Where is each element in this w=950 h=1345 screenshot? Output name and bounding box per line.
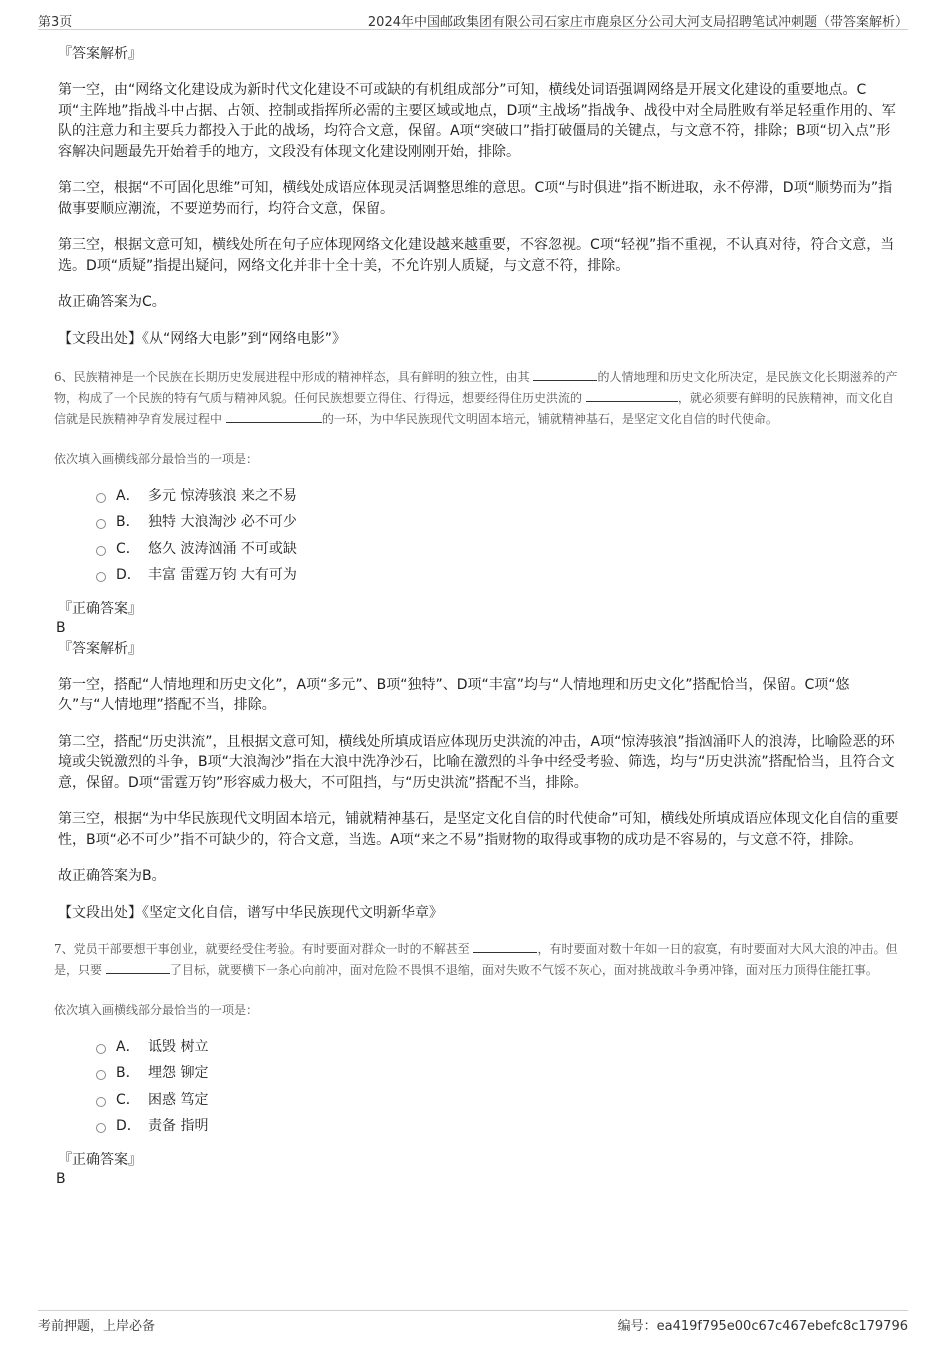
question-6-stem: 6、民族精神是一个民族在长期历史发展进程中形成的精神样态，具有鲜明的独立性，由其 的人情地理和历史文化所决定，是民族文化长期滋养的产物，构成了一个民族的特有气质与精神风貌。任何民族想要立得住、行得远，想要经得住历史洪流的 ，就必须要有鲜明的民族精神，而文化自信就是民族精神孕育发展过程中 的一环，为中华民族现代文明固本培元，铺就精神基石，是坚定文化自信的时代使命。: [54, 367, 899, 430]
analysis-paragraph: 第一空，由“网络文化建设成为新时代文化建设不可或缺的有机组成部分”可知，横线处词语强调网络是开展文化建设的重要地点。C项“主阵地”指战斗中占据、占领、控制或指挥所必需的主要区域或地点，D项“主战场”指战争、战役中对全局胜败有举足轻重作用的、军队的注意力和主要兵力都投入于此的战场，均符合文意，保留。A项“突破口”指打破僵局的关键点，与文意不符，排除；B项“切入点”形容解决问题最先开始着手的地方，文段没有体现文化建设刚刚开始，排除。: [58, 82, 896, 160]
source-citation: 【文段出处】《坚定文化自信，谱写中华民族现代文明新华章》: [58, 904, 443, 921]
options-list: [96, 483, 899, 589]
question-prompt: 依次填入画横线部分最恰当的一项是：: [54, 1002, 259, 1017]
question-7-stem: 7、党员干部要想干事创业，就要经受住考验。有时要面对群众一时的不解甚至 ，有时要面对数十年如一日的寂寞，有时要面对大风大浪的冲击。但是，只要 了目标，就要横下一条心向前冲，面对危险不畏惧不退缩，面对失败不气馁不灰心，面对挑战敢斗争勇冲锋，面对压力顶得住能扛事。: [54, 939, 899, 981]
blank-1: [473, 939, 537, 953]
source-citation: 【文段出处】《从“网络大电影”到“网络电影”》: [58, 330, 347, 347]
document-title: 2024年中国邮政集团有限公司石家庄市鹿泉区分公司大河支局招聘笔试冲刺题（带答案解析）: [367, 15, 908, 30]
option-a[interactable]: A． 诋毁 树立: [96, 1034, 899, 1061]
option-b[interactable]: B． 独特 大浪淘沙 必不可少: [96, 509, 899, 536]
option-b[interactable]: B． 埋怨 铆定: [96, 1060, 899, 1087]
option-d[interactable]: D． 责备 指明: [96, 1113, 899, 1140]
correct-answer-label: 『正确答案』: [58, 1151, 142, 1168]
option-c[interactable]: C． 悠久 波涛汹涌 不可或缺: [96, 536, 899, 563]
radio-icon[interactable]: [96, 1044, 106, 1054]
analysis-label: 『答案解析』: [58, 46, 142, 62]
radio-icon[interactable]: [96, 546, 106, 556]
radio-icon[interactable]: [96, 493, 106, 503]
analysis-paragraph: 第三空，根据文意可知，横线处所在句子应体现网络文化建设越来越重要，不容忽视。C项“轻视”指不重视，不认真对待，符合文意，当选。D项“质疑”指提出疑问，网络文化并非十全十美，不允许别人质疑，与文意不符，排除。: [58, 237, 895, 274]
blank-1: [533, 367, 597, 381]
correct-answer: B: [56, 1170, 66, 1187]
analysis-paragraph: 第三空，根据“为中华民族现代文明固本培元，铺就精神基石，是坚定文化自信的时代使命”可知，横线处所填成语应体现文化自信的重要性，B项“必不可少”指不可缺少的，符合文意，当选。A项“来之不易”指财物的取得或事物的成功是不容易的，与文意不符，排除。: [58, 811, 899, 848]
options-list: [96, 1034, 899, 1140]
correct-answer-label: 『正确答案』: [58, 600, 142, 617]
question-prompt: 依次填入画横线部分最恰当的一项是：: [54, 451, 259, 466]
conclusion: 故正确答案为B。: [58, 868, 166, 884]
analysis-label: 『答案解析』: [58, 640, 142, 657]
radio-icon[interactable]: [96, 572, 106, 582]
option-a[interactable]: A． 多元 惊涛骇浪 来之不易: [96, 483, 899, 510]
radio-icon[interactable]: [96, 1070, 106, 1080]
analysis-paragraph: 第二空，搭配“历史洪流”，且根据文意可知，横线处所填成语应体现历史洪流的冲击，A项“惊涛骇浪”指汹涌吓人的浪涛，比喻险恶的环境或尖锐激烈的斗争，B项“大浪淘沙”指在大浪中洗净沙石，比喻在激烈的斗争中经受考验、筛选，均与“历史洪流”搭配恰当，且符合文意，保留。D项“雷霆万钧”形容威力极大，不可阻挡，与“历史洪流”搭配不当，排除。: [58, 733, 895, 791]
blank-2: [106, 960, 170, 974]
page-footer: [38, 1310, 908, 1334]
radio-icon[interactable]: [96, 1097, 106, 1107]
correct-answer: B: [56, 619, 66, 636]
analysis-paragraph: 第一空，搭配“人情地理和历史文化”，A项“多元”、B项“独特”、D项“丰富”均与“人情地理和历史文化”搭配恰当，保留。C项“悠久”与“人情地理”搭配不当，排除。: [58, 676, 850, 713]
page-number: 第3页: [38, 15, 73, 30]
radio-icon[interactable]: [96, 1123, 106, 1133]
document-body: [54, 44, 899, 1188]
document-id: 编号：ea419f795e00c67c467ebefc8c179796: [617, 1319, 908, 1334]
conclusion: 故正确答案为C。: [58, 294, 166, 310]
page-header: [38, 8, 908, 30]
option-c[interactable]: C． 困惑 笃定: [96, 1087, 899, 1114]
blank-2: [586, 388, 678, 402]
analysis-paragraph: 第二空，根据“不可固化思维”可知，横线处成语应体现灵活调整思维的意思。C项“与时俱进”指不断进取，永不停滞，D项“顺势而为”指做事要顺应潮流，不要逆势而行，均符合文意，保留。: [58, 180, 893, 217]
footer-slogan: 考前押题，上岸必备: [38, 1319, 156, 1334]
option-d[interactable]: D． 丰富 雷霆万钧 大有可为: [96, 562, 899, 589]
blank-3: [226, 409, 322, 423]
radio-icon[interactable]: [96, 519, 106, 529]
